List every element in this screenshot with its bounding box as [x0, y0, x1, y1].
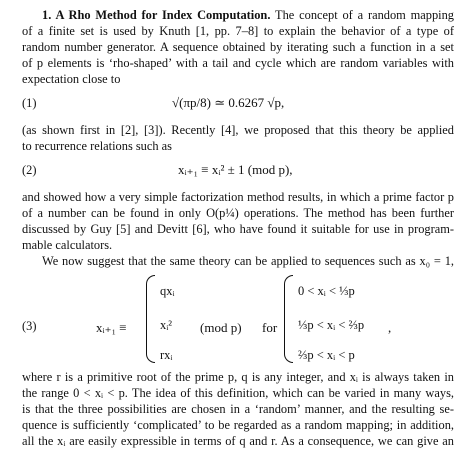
paragraph-line: to recurrence relations such as [22, 139, 172, 153]
equation-3-left-brace [146, 275, 155, 363]
equation-3-for: for [262, 320, 278, 335]
equation-3-mod: (mod p) [200, 320, 242, 335]
paragraph-line: We now suggest that the same theory can be applied to sequences such as x₀ = 1, [42, 254, 454, 268]
paragraph-line: where r is a primitive root of the prime p, q is any integer, and xᵢ is always taken in [22, 370, 454, 384]
paragraph-line: quence is sufficiently ‘complicated’ to be regarded as a random mapping; in addition, [22, 418, 454, 432]
equation-3-comma: , [388, 320, 392, 335]
equation-3-conditions-brace [284, 275, 293, 363]
paragraph-line: random number generator. A sequence obtained by iterating such a function in a set [22, 40, 454, 54]
paragraph-line: all the xᵢ are easily expressible in terms of q and r. As a consequence, we can give an [22, 434, 454, 448]
section-heading: 1. A Rho Method for Index Computation. [42, 8, 271, 22]
equation-3-case-1: qxᵢ [160, 284, 175, 298]
paragraph-line: the range 0 < xᵢ < p. The idea of this definition, which can be varied in many ways, [22, 386, 454, 400]
paragraph-line: and showed how a very simple factorization method results, in which a prime factor p [22, 190, 454, 204]
equation-3-case-3: rxᵢ [160, 348, 173, 362]
equation-3-case-2: xᵢ² [160, 318, 173, 332]
paragraph-line: of a number can be found in only O(p¼) operations. The method has been further [22, 206, 454, 220]
equation-number-3: (3) [22, 319, 37, 333]
equation-number-2: (2) [22, 163, 37, 177]
paragraph-line: mable calculators. [22, 238, 113, 252]
paragraph-line: is that the three possibilities are chosen in a ‘random’ manner, and the resulting se- [22, 402, 454, 416]
equation-3-condition-3: ⅔p < xᵢ < p [298, 348, 355, 362]
paragraph-line: discussed by Guy [5] and Devitt [6], who have found it suitable for use in program- [22, 222, 454, 236]
paragraph-line: of p elements is ‘rho-shaped’ with a tail and cycle which are random variables with [22, 56, 454, 70]
paragraph-line: of a finite set is used by Knuth [1, pp. 7–8] to explain the behavior of a type of [22, 24, 454, 38]
equation-3-condition-1: 0 < xᵢ < ⅓p [298, 284, 355, 298]
paragraph-line: (as shown first in [2], [3]). Recently [4], we proposed that this theory be applied [22, 123, 454, 137]
paragraph-line-1: 1. A Rho Method for Index Computation. The concept of a random mapping [42, 8, 455, 22]
equation-1: √(πp/8) ≃ 0.6267 √p, [172, 95, 285, 110]
equation-3-lhs: xᵢ₊₁ ≡ [96, 320, 127, 335]
equation-number-1: (1) [22, 96, 37, 110]
equation-3-condition-2: ⅓p < xᵢ < ⅔p [298, 318, 365, 332]
equation-2: xᵢ₊₁ ≡ xᵢ² ± 1 (mod p), [178, 162, 293, 177]
paragraph-line: expectation close to [22, 72, 121, 86]
